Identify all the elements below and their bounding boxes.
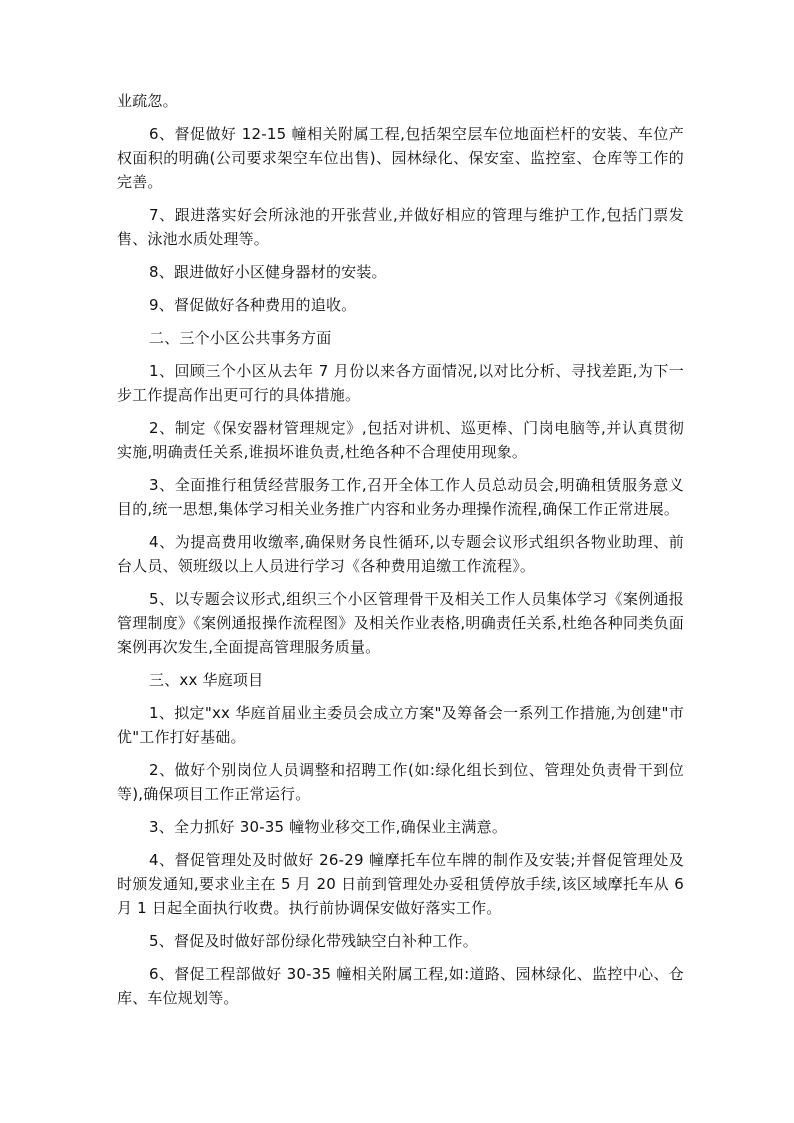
paragraph-s3-item-5: 5、督促及时做好部份绿化带残缺空白补种工作。 xyxy=(149,932,478,950)
paragraph-continuation: 业疏忽。 xyxy=(117,92,178,110)
paragraph-s2-item-1: 1、回顾三个小区从去年 7 月份以来各方面情况,以对比分析、寻找差距,为下一步工作提高作出更可行的具体措施。 xyxy=(117,362,684,404)
paragraph-s2-item-2: 2、制定《保安器材管理规定》,包括对讲机、巡更棒、门岗电脑等,并认真贯彻实施,明确责任关系,谁损坏谁负责,杜绝各种不合理使用现象。 xyxy=(117,419,684,461)
paragraph-s3-item-3: 3、全力抓好 30-35 幢物业移交工作,确保业主满意。 xyxy=(149,818,508,836)
section-heading-3: 三、xx 华庭项目 xyxy=(149,671,264,689)
paragraph-item-6: 6、督促做好 12-15 幢相关附属工程,包括架空层车位地面栏杆的安装、车位产权面积的明确(公司要求架空车位出售)、园林绿化、保安室、监控室、仓库等工作的完善。 xyxy=(117,125,684,191)
paragraph-s2-item-5: 5、以专题会议形式,组织三个小区管理骨干及相关工作人员集体学习《案例通报管理制度》《案例通报操作流程图》及相关作业表格,明确责任关系,杜绝各种同类负面案例再次发生,全面提高管理服务质量。 xyxy=(117,590,684,656)
paragraph-item-8: 8、跟进做好小区健身器材的安装。 xyxy=(149,263,387,281)
paragraph-item-9: 9、督促做好各种费用的追收。 xyxy=(149,296,357,314)
paragraph-s2-item-3: 3、全面推行租赁经营服务工作,召开全体工作人员总动员会,明确租赁服务意义目的,统一思想,集体学习相关业务推广内容和业务办理操作流程,确保工作正常进展。 xyxy=(117,476,684,518)
section-heading-2: 二、三个小区公共事务方面 xyxy=(149,329,332,347)
paragraph-s3-item-4: 4、督促管理处及时做好 26-29 幢摩托车位车牌的制作及安装;并督促管理处及时颁发通知,要求业主在 5 月 20 日前到管理处办妥租赁停放手续,该区域摩托车从 6 月 1 日起全面执行收费。执行前协调保安做好落实工作。 xyxy=(117,851,684,917)
paragraph-s3-item-1: 1、拟定"xx 华庭首届业主委员会成立方案"及筹备会一系列工作措施,为创建"市优"工作打好基础。 xyxy=(117,704,684,746)
paragraph-s3-item-2: 2、做好个别岗位人员调整和招聘工作(如:绿化组长到位、管理处负责骨干到位等),确保项目工作正常运行。 xyxy=(117,761,684,803)
paragraph-s3-item-6: 6、督促工程部做好 30-35 幢相关附属工程,如:道路、园林绿化、监控中心、仓库、车位规划等。 xyxy=(117,965,684,1007)
paragraph-s2-item-4: 4、为提高费用收缴率,确保财务良性循环,以专题会议形式组织各物业助理、前台人员、领班级以上人员进行学习《各种费用追缴工作流程》。 xyxy=(117,533,684,575)
paragraph-item-7: 7、跟进落实好会所泳池的开张营业,并做好相应的管理与维护工作,包括门票发售、泳池水质处理等。 xyxy=(117,206,684,248)
